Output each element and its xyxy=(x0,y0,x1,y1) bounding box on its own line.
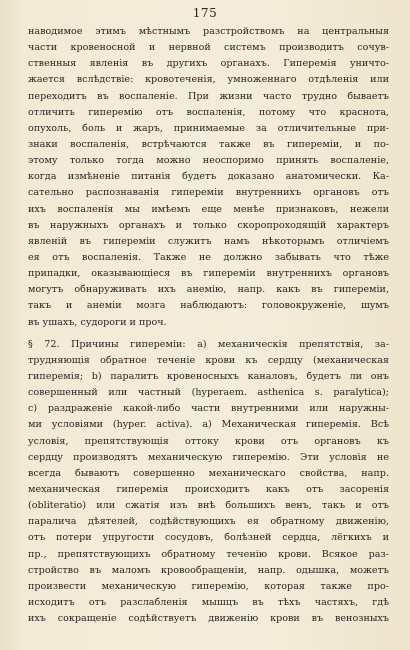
text-line: припадки, оказывающіеся въ гипереміи внутреннихъ органовъ xyxy=(28,268,389,280)
text-line: знаки воспаленія, встрѣчаются также въ гипереміи, и по- xyxy=(28,138,389,150)
text-line: гиперемія; b) паралитъ кровеносныхъ каналовъ, будетъ ли онъ xyxy=(28,370,389,382)
paragraph-hyperemia-diagnosis xyxy=(28,24,389,331)
text-line: ихъ сокращеніе содѣйствуетъ движенію крови въ венозныхъ xyxy=(28,613,389,625)
text-line: когда измѣненіе питанія будетъ доказано анатомически. Ка- xyxy=(28,171,389,183)
text-line: совершенный или частный (hyperaem. asthenica s. paralytica); xyxy=(28,387,389,399)
text-line: наводимое этимъ мѣстнымъ разстройствомъ на центральныя xyxy=(28,26,389,37)
text-line: этому только тогда можно неоспоримо принять воспаленіе, xyxy=(28,155,389,167)
text-line: въ ушахъ, судороги и проч. xyxy=(28,316,167,328)
text-line: отъ потери упругости сосудовъ, болѣзней сердца, лёгкихъ и xyxy=(28,532,389,544)
text-line: могутъ обнаруживать ихъ анемію, напр. какъ въ гипереміи, xyxy=(28,284,389,296)
text-line: стройство въ маломъ кровообращеніи, напр. одышка, можетъ xyxy=(28,564,389,576)
text-line: ихъ воспаленія мы имѣемъ еще менѣе признаковъ, нежели xyxy=(28,203,389,215)
section-heading-line: § 72. Причины гипереміи: а) механическія препятствія, за- xyxy=(28,338,389,350)
text-line: отличить гиперемію отъ воспаленія, потому что краснота, xyxy=(28,106,389,118)
text-line: паралича дѣятелей, содѣйствующихъ ея обратному движенію, xyxy=(28,516,389,528)
text-line: c) раздраженіе какой-либо части внутренними или наружны- xyxy=(28,403,389,415)
text-line: ми условіями (hyper. activa). а) Механическая гиперемія. Всѣ xyxy=(28,419,389,431)
body-text xyxy=(28,24,389,627)
text-line: (obliteratio) или сжатія изъ внѣ большихъ венъ, такъ и отъ xyxy=(28,500,389,512)
text-line: сердцу производятъ механическую гиперемію. Эти условія не xyxy=(28,451,389,463)
text-line: явленій въ гипереміи служитъ намъ нѣкоторымъ отличіемъ xyxy=(28,235,389,247)
text-line: части кровеносной и нервной системъ производитъ сочув- xyxy=(28,42,389,54)
text-line: сательно распознаванія гипереміи внутреннихъ органовъ отъ xyxy=(28,187,389,199)
text-line: трудняющія обратное теченіе крови къ сердцу (механическая xyxy=(28,354,389,366)
text-line: механическая гиперемія происходитъ какъ отъ засоренія xyxy=(28,483,389,495)
text-line: исходитъ отъ разслабленія мышцъ въ тѣхъ частяхъ, гдѣ xyxy=(28,596,389,608)
text-line: ственныя явленія въ другихъ органахъ. Гиперемія уничто- xyxy=(28,58,389,70)
text-line: такъ и анеміи мозга наблюдаютъ: головокруженіе, шумъ xyxy=(28,300,389,312)
text-line: переходитъ въ воспаленіе. При жизни часто трудно бываетъ xyxy=(28,90,389,102)
text-line: всегда бываютъ совершенно механическаго свойства, напр. xyxy=(28,467,389,479)
text-line: пр., препятствующихъ обратному теченію крови. Всякое раз- xyxy=(28,548,389,560)
paragraph-section-72 xyxy=(28,337,389,628)
text-line: произвести механическую гиперемію, которая также про- xyxy=(28,580,389,592)
text-line: въ наружныхъ органахъ и только скоропроходящій характеръ xyxy=(28,219,389,231)
text-line: условія, препятствующія оттоку крови отъ органовъ къ xyxy=(28,435,389,447)
text-line: опухоль, боль и жаръ, принимаемые за отличительные при- xyxy=(28,122,389,134)
page-number: 175 xyxy=(192,6,218,20)
text-line: ея отъ воспаленія. Также не должно забывать что тѣже xyxy=(28,251,389,263)
text-line: жается вслѣдствіе: кровотеченія, умноженнаго отдѣленія или xyxy=(28,74,389,86)
